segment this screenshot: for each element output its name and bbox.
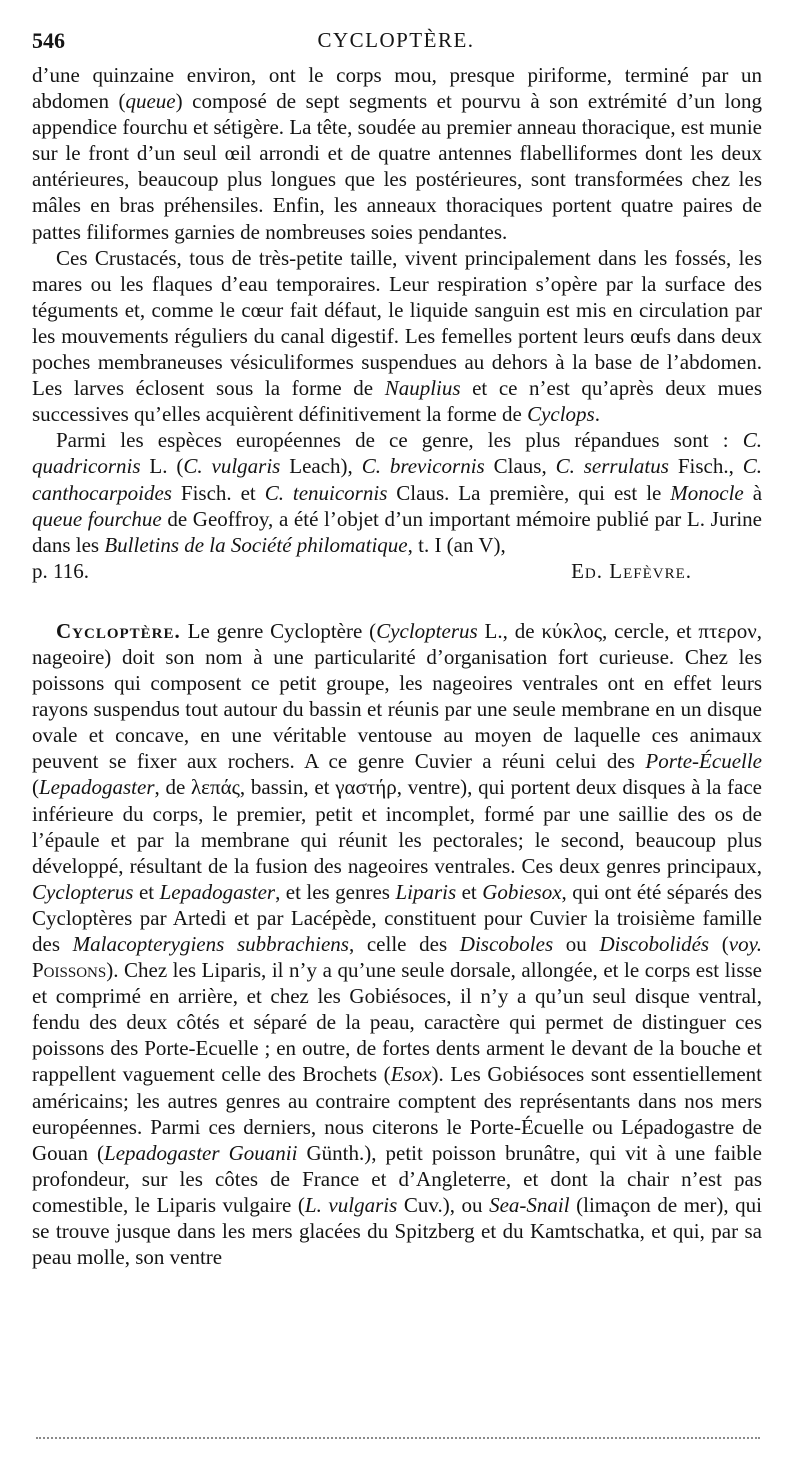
italic-term: Cyclopterus bbox=[32, 879, 134, 904]
italic-term: queue fourchue bbox=[32, 506, 162, 531]
text-run: Fisch. et bbox=[171, 480, 265, 505]
text-run: et bbox=[133, 879, 160, 904]
italic-term: Bulletins de la Société philomatique bbox=[104, 532, 408, 557]
text-run: (limaçon de mer), qui se trouve jusque dans les mers glacées du Spitzberg et du Kamtschatka, et qui, par sa peau molle, son ventre bbox=[32, 1192, 762, 1270]
text-run: Claus, bbox=[484, 454, 556, 479]
text-run: Cuv.), ou bbox=[397, 1192, 490, 1217]
italic-term: Nauplius bbox=[384, 376, 461, 401]
text-run: , de λεπάς, bassin, et γαστήρ, ventre), qui portent deux disques à la face inférieure du corps, le premier, petit et incomplet, formé par une saillie des os de l’épaule et par la membrane qui réunit les pectorales; le second, beaucoup plus développé, résultant de la fusion des nageoires ventrales. Ces deux genres principaux, bbox=[32, 775, 762, 878]
page-header bbox=[32, 24, 760, 58]
text-run: , qui ont été séparés des Cycloptères par Artedi et par Lacépède, constituent pour Cuvier la troisième famille des bbox=[32, 879, 763, 956]
italic-term: queue bbox=[125, 89, 176, 114]
text-run: Le genre Cycloptère ( bbox=[180, 618, 377, 643]
text-run: ( bbox=[709, 932, 729, 956]
text-run: ou bbox=[553, 932, 600, 956]
cross-reference: Poissons bbox=[32, 958, 107, 983]
text-run: L. ( bbox=[140, 454, 184, 479]
text-run: Fisch., bbox=[668, 454, 743, 479]
text-run: d’une quinzaine environ, ont le corps mou, presque piriforme, terminé par un abdomen ( bbox=[32, 63, 762, 114]
text-run: et ce n’est qu’après deux mues successives qu’elles acquièrent définitivement la forme de bbox=[32, 376, 762, 427]
cyclops-species-paragraph bbox=[32, 427, 762, 557]
italic-term: C. canthocarpoides bbox=[32, 454, 762, 505]
text-run: Parmi les espèces européennes de ce genre, les plus répandues sont : bbox=[56, 428, 743, 453]
footer-dotted-rule bbox=[36, 1437, 760, 1439]
text-run: Leach), bbox=[280, 454, 362, 479]
text-run: Claus. La première, qui est le bbox=[387, 480, 671, 505]
italic-term: Discobolidés bbox=[599, 932, 710, 956]
italic-term: Porte-Écuelle bbox=[645, 749, 762, 774]
cyclops-continuation-paragraph bbox=[32, 62, 762, 245]
italic-term: Malacopterygiens subbrachiens bbox=[72, 932, 349, 956]
text-run: et bbox=[456, 879, 483, 904]
italic-term: Lepadogaster bbox=[39, 775, 155, 800]
italic-term: L. vulgaris bbox=[304, 1192, 398, 1217]
text-run: , t. I (an V), bbox=[407, 532, 506, 557]
text-run: L., de κύκλος, cercle, et πτερον, nageoire) doit son nom à une particularité d’organisation fort curieuse. Chez les poissons qui composent ce petit groupe, les nageoires ventrales ont en effet leurs rayons suspendus tout autour du bassin et réunis par une seule membrane en un disque ovale et concave, en une véritable ventouse au moyen de laquelle ces animaux peuvent se fixer aux rochers. A ce genre Cuvier a réuni celui des bbox=[32, 618, 762, 774]
text-run: de Geoffroy, a été l’objet d’un important mémoire publié par L. Jurine dans les bbox=[32, 506, 762, 557]
text-run: ) composé de sept segments et pourvu à son extrémité d’un long appendice fourchu et sétigère. La tête, soudée au premier anneau thoracique, est munie sur le front d’un seul œil arrondi et de quatre antennes flabelliformes dont les deux antérieures, beaucoup plus longues que les postérieures, sont transformées chez les mâles en bras préhensiles. Enfin, les anneaux thoraciques portent quatre paires de pattes filiformes garnies de nombreuses soies pendantes. bbox=[32, 89, 762, 244]
page-body bbox=[32, 62, 762, 1270]
italic-term: Liparis bbox=[395, 879, 457, 904]
page-number: 546 bbox=[32, 28, 65, 53]
text-run: Günth.), petit poisson brunâtre, qui vit à une faible profondeur, sur les côtes de France et d’Angleterre, et dont la chair n’est pas comestible, le Liparis vulgaire ( bbox=[32, 1140, 762, 1217]
article-headword: Cycloptère. bbox=[56, 618, 181, 643]
italic-term: Sea-Snail bbox=[489, 1192, 570, 1217]
italic-term: C. tenuicornis bbox=[264, 480, 388, 505]
signature-line bbox=[32, 558, 762, 584]
text-run: , et les genres bbox=[275, 879, 396, 904]
italic-term: Esox bbox=[390, 1062, 432, 1087]
italic-term: C. brevicornis bbox=[361, 454, 485, 479]
italic-term: Cyclops bbox=[527, 402, 595, 427]
italic-term: Cyclopterus bbox=[376, 618, 478, 643]
text-run: p. 116. bbox=[32, 558, 89, 583]
text-run: Ces Crustacés, tous de très-petite taille, vivent principalement dans les fossés, les mares ou les flaques d’eau temporaires. Leur respiration s’opère par la surface des téguments et, comme le cœur fait défaut, le liquide sanguin est mis en circulation par les mouvements réguliers du canal digestif. Les femelles portent leurs œufs dans deux poches membraneuses vésiculiformes suspendues au dehors à la base de l’abdomen. Les larves éclosent sous la forme de bbox=[32, 245, 762, 401]
text-run: ). Les Gobiésoces sont essentiellement américains; les autres genres au contraire comptent des représentants dans nos mers européennes. Parmi ces derniers, nous citerons le Porte-Écuelle ou Lépadogastre de Gouan ( bbox=[32, 1062, 763, 1165]
author-signature: Ed. Lefèvre. bbox=[571, 558, 692, 583]
italic-term: C. vulgaris bbox=[183, 454, 281, 479]
text-run: ( bbox=[32, 775, 39, 800]
italic-term: C. quadricornis bbox=[32, 428, 762, 479]
italic-term: Lepadogaster bbox=[159, 879, 276, 904]
italic-term: C. serrulatus bbox=[555, 454, 669, 479]
cyclops-biology-paragraph bbox=[32, 245, 762, 428]
italic-term: Lepadogaster Gouanii bbox=[104, 1140, 298, 1165]
italic-term: voy. bbox=[728, 932, 762, 956]
cycloptere-article-paragraph bbox=[32, 618, 762, 1270]
italic-term: Monocle bbox=[670, 480, 744, 505]
running-title: CYCLOPTÈRE. bbox=[317, 28, 475, 52]
italic-term: Discoboles bbox=[459, 932, 554, 956]
text-run: . bbox=[594, 402, 600, 427]
text-run: à bbox=[743, 480, 763, 505]
text-run: ). Chez les Liparis, il n’y a qu’une seule dorsale, allongée, et le corps est lisse et comprimé en arrière, et chez les Gobiésoces, il n’y a qu’un seul disque ventral, fendu des deux côtés et séparé de la peau, caractère qui permet de distinguer ces poissons des Porte-Ecuelle ; en outre, de fortes dents arment le devant de la bouche et rappellent vaguement celle des Brochets ( bbox=[32, 958, 762, 1087]
text-run: , celle des bbox=[348, 932, 460, 956]
italic-term: Gobiesox bbox=[482, 879, 562, 904]
